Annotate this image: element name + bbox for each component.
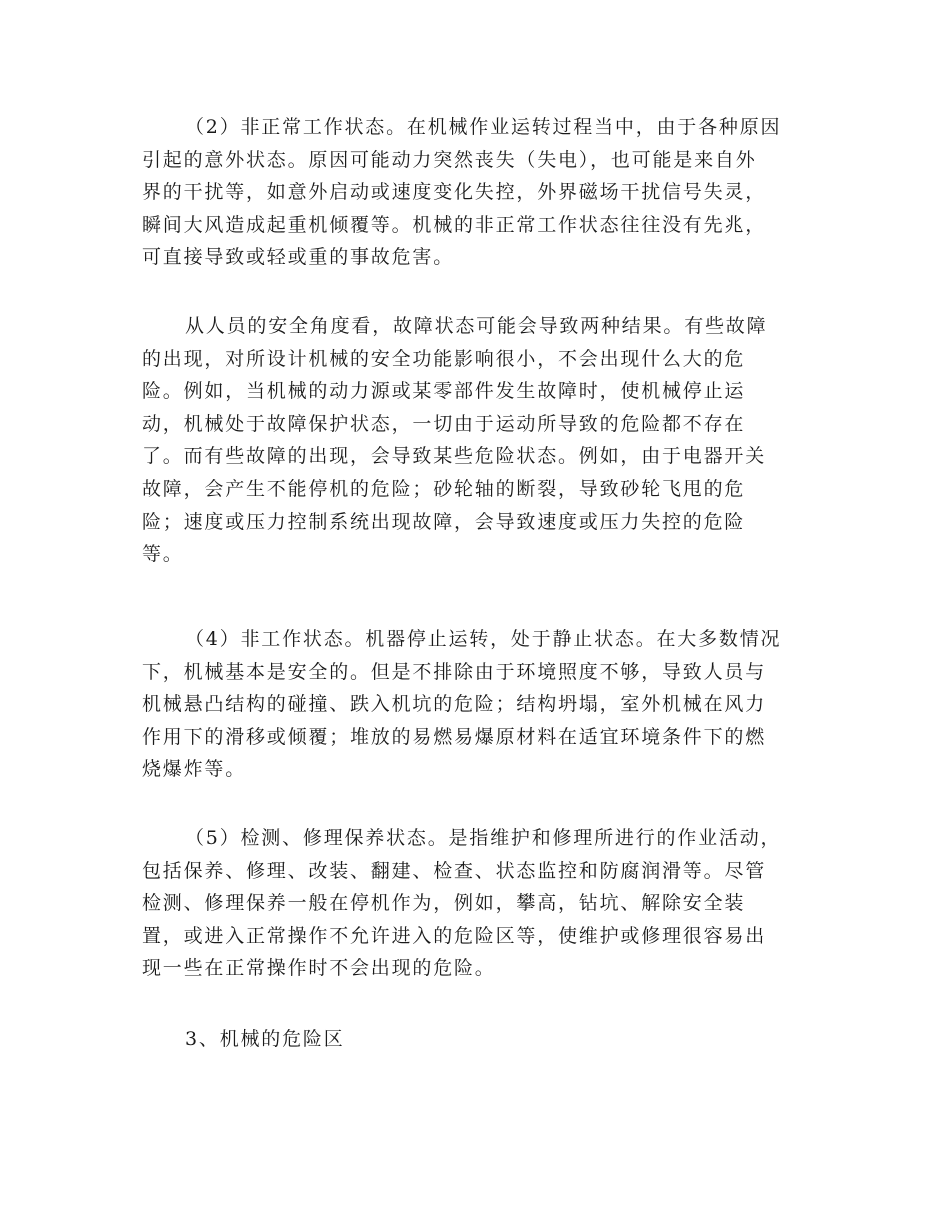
text-line: 了。而有些故障的出现，会导致某些危险状态。例如，由于电器开关 [142,445,767,468]
text-line: 界的干扰等，如意外启动或速度变化失控，外界磁场干扰信号失灵， [142,181,767,204]
text-line: 的出现，对所设计机械的安全功能影响很小，不会出现什么大的危 [142,347,746,370]
section-heading-danger-zone [142,1023,345,1056]
text-line: 下，机械基本是安全的。但是不排除由于环境照度不够，导致人员与 [142,660,767,683]
text-line: （2）非正常工作状态。在机械作业运转过程当中，由于各种原因 [185,116,782,138]
text-line: 故障，会产生不能停机的危险；砂轮轴的断裂，导致砂轮飞甩的危 [142,477,746,500]
text-line: （5）检测、修理保养状态。是指维护和修理所进行的作业活动， [185,827,782,849]
text-line: （4）非工作状态。机器停止运转，处于静止状态。在大多数情况 [185,628,782,650]
paragraph-abnormal-working-state [142,111,781,274]
text-line: 引起的意外状态。原因可能动力突然丧失（失电），也可能是来自外 [142,148,757,171]
text-line: 包括保养、修理、改装、翻建、检查、状态监控和防腐润滑等。尽管 [142,859,767,882]
paragraph-maintenance-state [142,822,781,985]
text-line: 作用下的滑移或倾覆；堆放的易燃易爆原材料在适宜环境条件下的燃 [142,725,767,748]
text-line: 现一些在正常操作时不会出现的危险。 [142,957,496,980]
text-line: 等。 [142,543,184,566]
text-line: 险。例如，当机械的动力源或某零部件发生故障时，使机械停止运 [142,380,746,403]
paragraph-non-working-state [142,623,781,786]
text-line: 动，机械处于故障保护状态，一切由于运动所导致的危险都不存在 [142,412,746,435]
text-line: 险；速度或压力控制系统出现故障，会导致速度或压力失控的危险 [142,510,746,533]
section-heading: 3、机械的危险区 [185,1028,345,1050]
text-line: 检测、修理保养一般在停机作为，例如，攀高，钻坑、解除安全装 [142,892,746,915]
text-line: 烧爆炸等。 [142,758,247,781]
text-line: 瞬间大风造成起重机倾覆等。机械的非正常工作状态往往没有先兆， [142,213,767,236]
paragraph-fault-state-results [142,310,767,571]
text-line: 置，或进入正常操作不允许进入的危险区等，使维护或修理很容易出 [142,924,767,947]
text-line: 机械悬凸结构的碰撞、跌入机坑的危险；结构坍塌，室外机械在风力 [142,693,767,716]
text-line: 从人员的安全角度看，故障状态可能会导致两种结果。有些故障 [185,315,768,337]
text-line: 可直接导致或轻或重的事故危害。 [142,246,455,269]
